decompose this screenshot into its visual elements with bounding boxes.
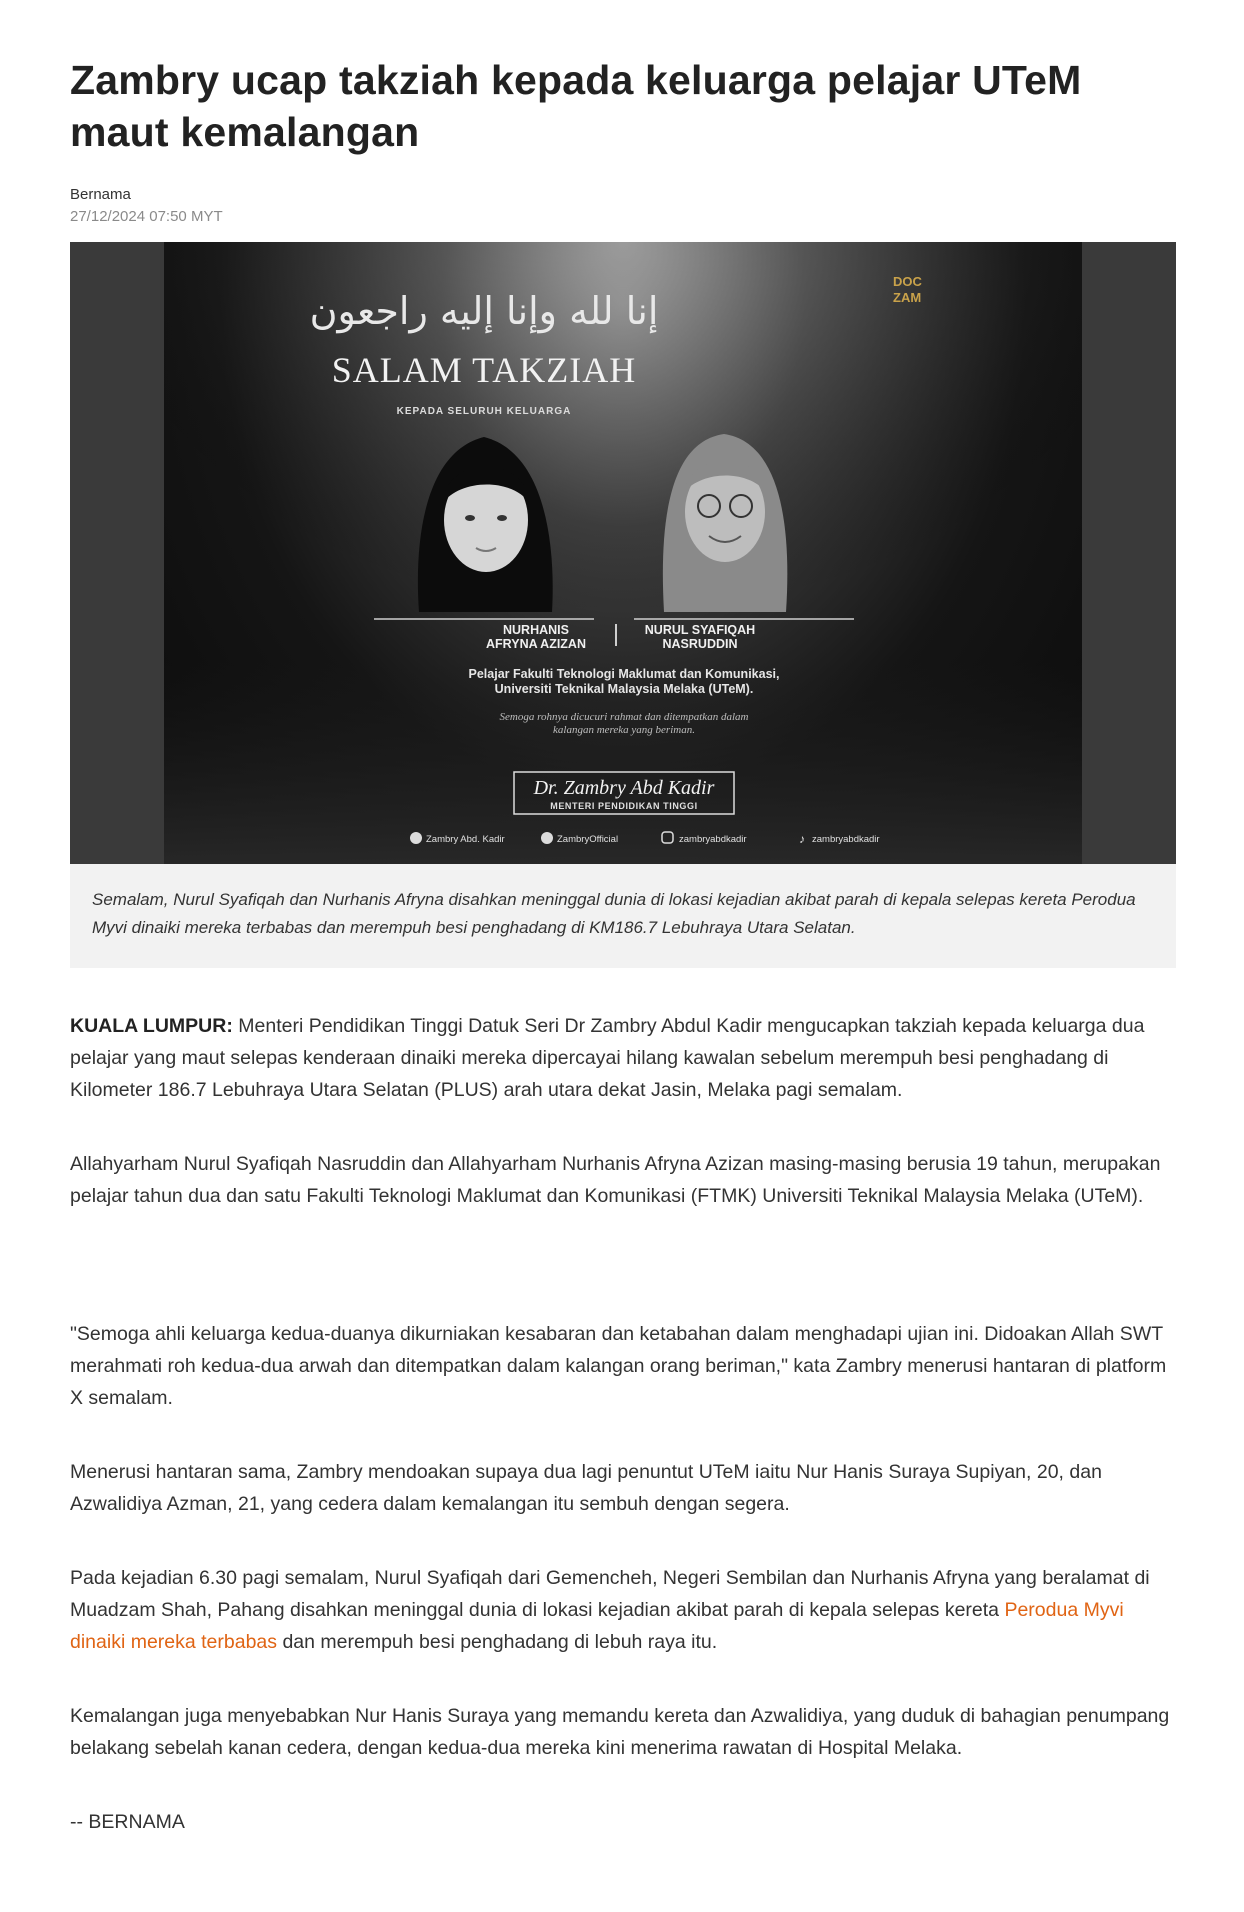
image-frame	[70, 242, 1176, 864]
social-instagram: zambryabdkadir	[679, 834, 747, 845]
facebook-icon	[410, 832, 422, 844]
signature: Dr. Zambry Abd Kadir	[533, 777, 715, 799]
article-figure	[70, 242, 1176, 968]
social-tiktok: zambryabdkadir	[812, 834, 880, 845]
poster-subheading: KEPADA SELURUH KELUARGA	[396, 406, 572, 417]
logo-top-text: DOC	[893, 274, 922, 289]
arabic-calligraphy: إنا لله وإنا إليه راجعون	[309, 289, 659, 333]
name1-line1: NURHANIS	[503, 623, 569, 637]
name1-line2: AFRYNA AZIZAN	[486, 637, 586, 651]
related-article-link[interactable]: Perodua Myvi dinaiki mereka terbabas	[70, 1599, 1124, 1653]
faculty-line1: Pelajar Fakulti Teknologi Maklumat dan Komunikasi,	[468, 667, 780, 681]
paragraph-6: Kemalangan juga menyebabkan Nur Hanis Suraya yang memandu kereta dan Azwalidiya, yang duduk di bahagian penumpang belakang sebelah kanan cedera, dengan kedua-dua mereka kini menerima rawatan di Hospital Melaka.	[70, 1705, 1170, 1759]
signature-role: MENTERI PENDIDIKAN TINGGI	[550, 801, 698, 811]
paragraph-5-start: Pada kejadian 6.30 pagi semalam, Nurul Syafiqah dari Gemencheh, Negeri Sembilan dan Nurhanis Afryna yang beralamat di Muadzam Shah, Pahang disahkan meninggal dunia di lokasi kejadian akibat parah di kepala selepas kereta	[70, 1567, 1150, 1621]
article-date: 27/12/2024 07:50 MYT	[70, 208, 223, 225]
paragraph-5-end: dan merempuh besi penghadang di lebuh raya itu.	[277, 1631, 718, 1653]
paragraph-1	[70, 1010, 1176, 1106]
article-title: Zambry ucap takziah kepada keluarga pelajar UTeM maut kemalangan	[70, 57, 1082, 155]
x-twitter-icon	[541, 832, 553, 844]
name2-line2: NASRUDDIN	[662, 637, 738, 651]
article	[70, 0, 1176, 1838]
paragraph-5	[70, 1562, 1176, 1658]
social-x: ZambryOfficial	[557, 834, 619, 845]
condolence-poster[interactable]	[164, 242, 1082, 864]
logo-bottom-text: ZAM	[893, 290, 922, 305]
article-author[interactable]: Bernama	[70, 186, 131, 203]
faculty-line2: Universiti Teknikal Malaysia Melaka (UTeM).	[494, 682, 754, 696]
paragraph-2: Allahyarham Nurul Syafiqah Nasruddin dan Allahyarham Nurhanis Afryna Azizan masing-masing berusia 19 tahun, merupakan pelajar tahun dua dan satu Fakulti Teknologi Maklumat dan Komunikasi (FTMK) Universiti Teknikal Malaysia Melaka (UTeM).	[70, 1153, 1161, 1207]
name2-line1: NURUL SYAFIQAH	[644, 623, 756, 637]
article-signoff: -- BERNAMA	[70, 1811, 185, 1833]
dateline-location: KUALA LUMPUR:	[70, 1015, 233, 1037]
prayer-line2: kalangan mereka yang beriman.	[553, 724, 695, 736]
social-facebook: Zambry Abd. Kadir	[426, 834, 505, 845]
paragraph-3: "Semoga ahli keluarga kedua-duanya dikurniakan kesabaran dan ketabahan dalam menghadapi ujian ini. Didoakan Allah SWT merahmati roh kedua-dua arwah dan ditempatkan dalam kalangan orang beriman," kata Zambry menerusi hantaran di platform X semalam.	[70, 1323, 1167, 1409]
doczam-logo	[893, 274, 923, 305]
poster-heading: SALAM TAKZIAH	[331, 350, 637, 390]
paragraph-4: Menerusi hantaran sama, Zambry mendoakan supaya dua lagi penuntut UTeM iaitu Nur Hanis Suraya Supiyan, 20, dan Azwalidiya Azman, 21, yang cedera dalam kemalangan itu sembuh dengan segera.	[70, 1461, 1102, 1515]
tiktok-icon: ♪	[799, 832, 805, 846]
image-caption: Semalam, Nurul Syafiqah dan Nurhanis Afryna disahkan meninggal dunia di lokasi kejadian akibat parah di kepala selepas kereta Perodua Myvi dinaiki mereka terbabas dan merempuh besi penghadang di KM186.7 Lebuhraya Utara Selatan.	[92, 890, 1136, 937]
paragraph-1-text: Menteri Pendidikan Tinggi Datuk Seri Dr Zambry Abdul Kadir mengucapkan takziah kepada keluarga dua pelajar yang maut selepas kenderaan dinaiki mereka dipercayai hilang kawalan sebelum merempuh besi penghadang di Kilometer 186.7 Lebuhraya Utara Selatan (PLUS) arah utara dekat Jasin, Melaka pagi semalam.	[70, 1015, 1145, 1101]
prayer-line1: Semoga rohnya dicucuri rahmat dan ditempatkan dalam	[499, 711, 749, 723]
article-body	[70, 1010, 1176, 1838]
